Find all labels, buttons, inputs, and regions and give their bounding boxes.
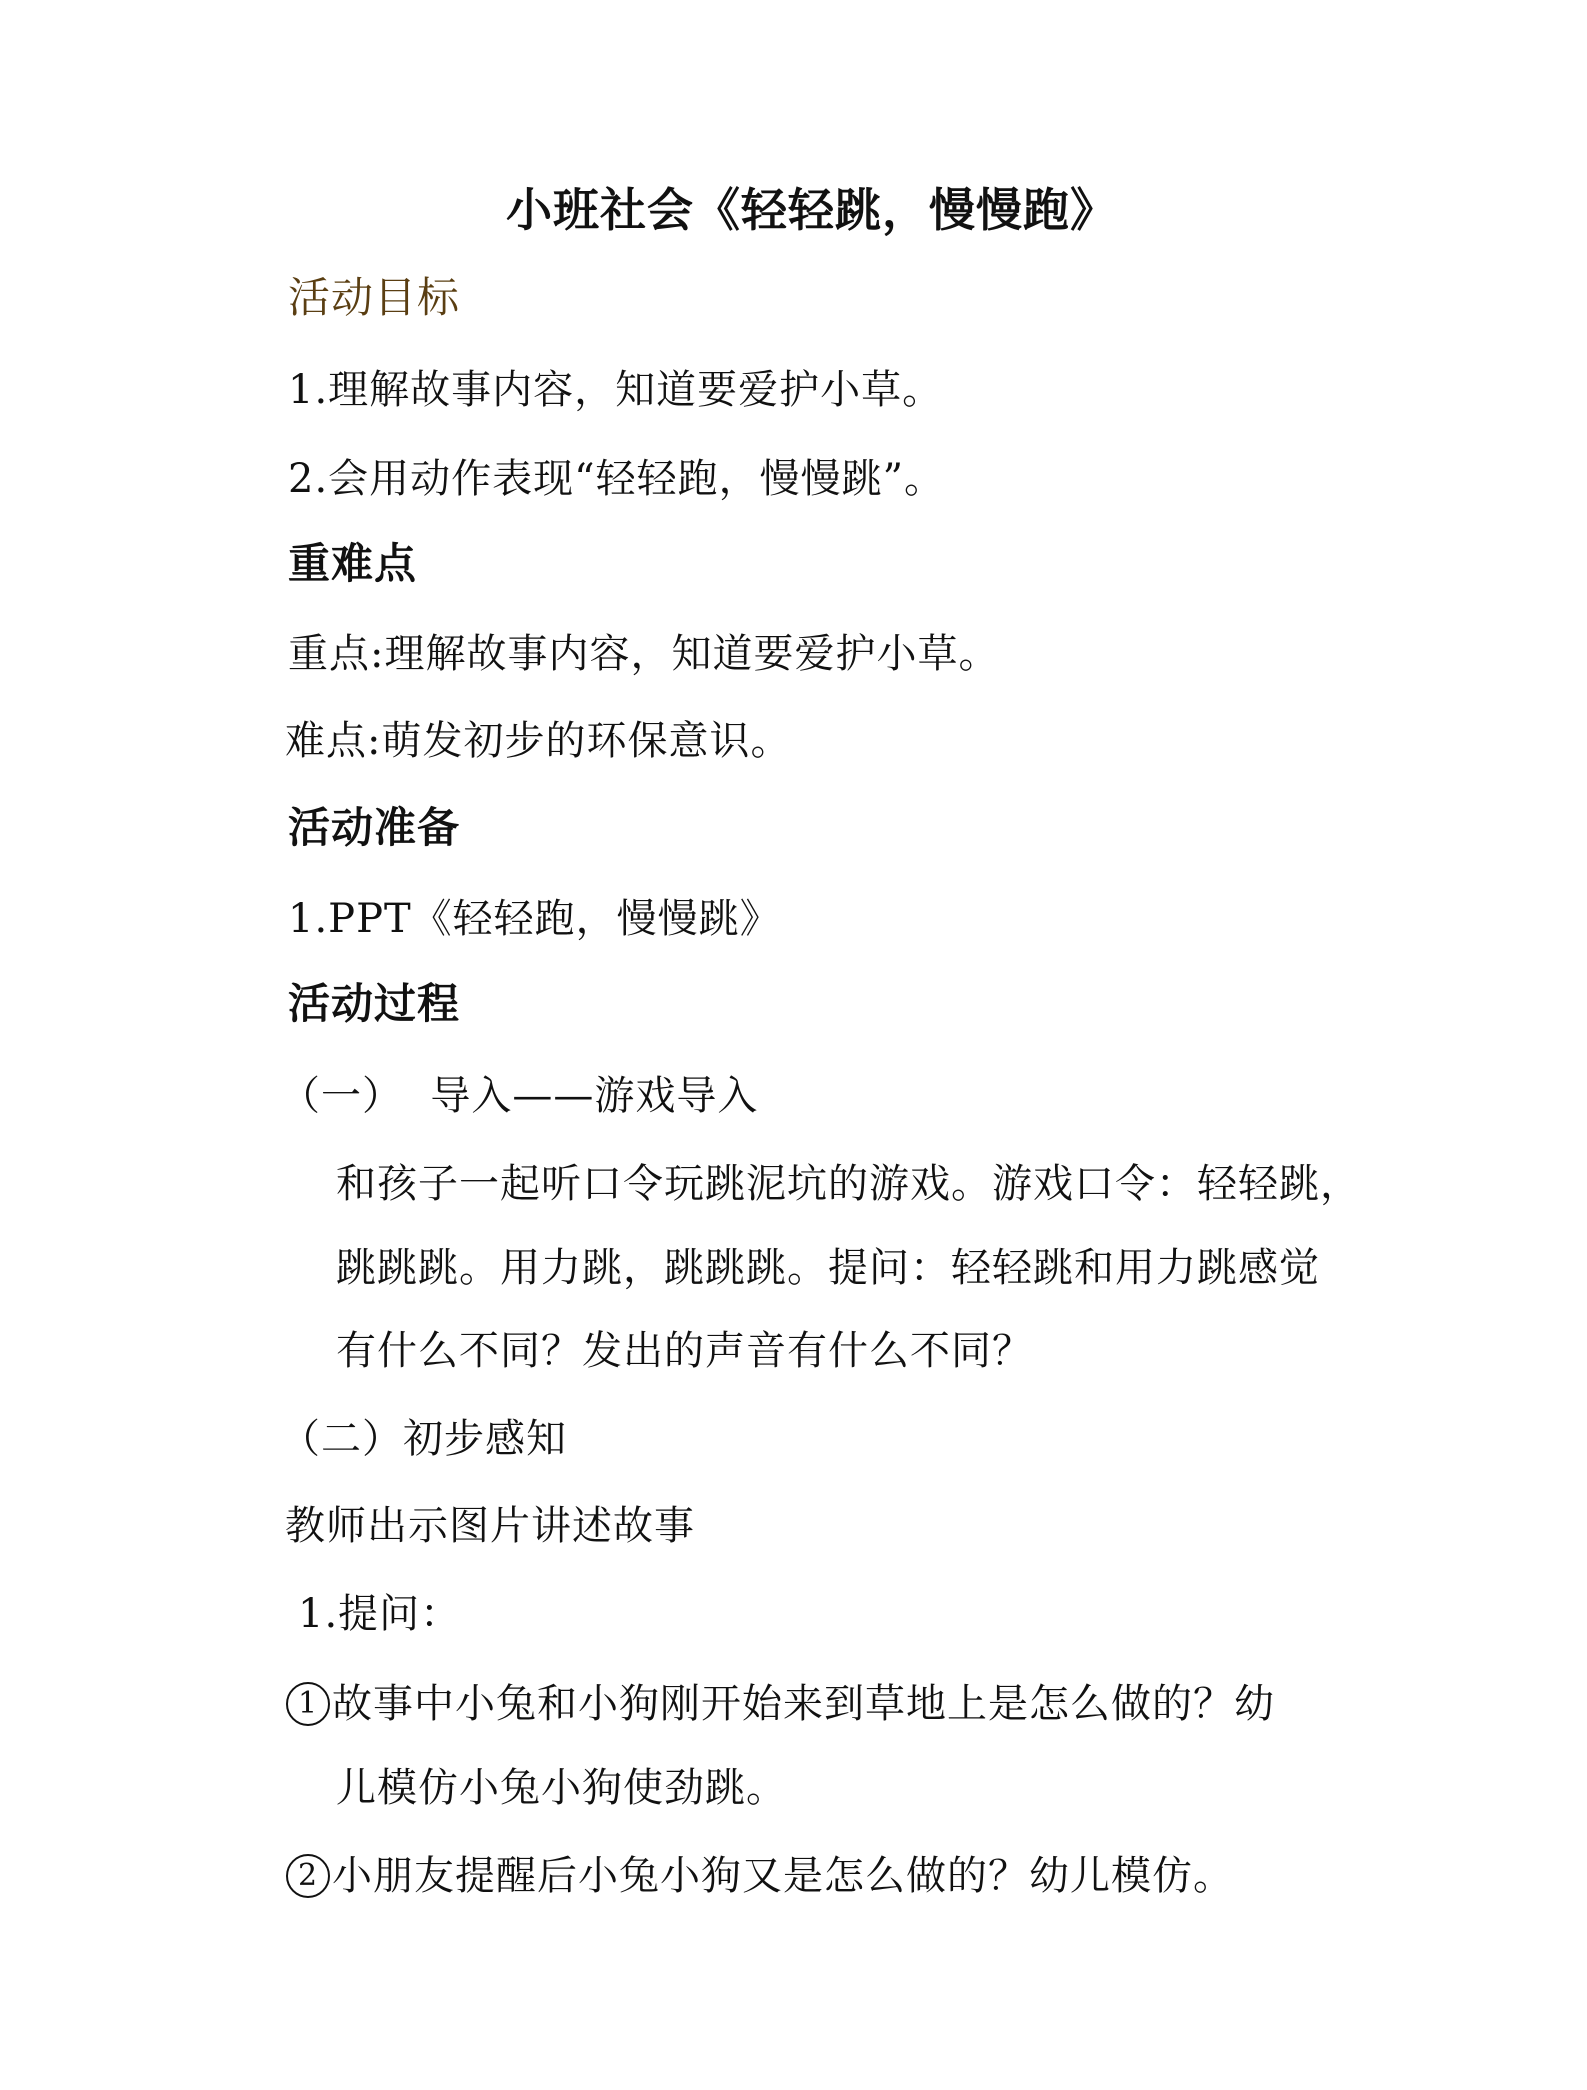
question-1-line-2: 儿模仿小兔小狗使劲跳。 <box>336 1765 787 1811</box>
document-title: 小班社会《轻轻跳，慢慢跑》 <box>506 183 1117 237</box>
goal-item-1: 1.理解故事内容，知道要爱护小草。 <box>288 367 944 413</box>
section-heading-process: 活动过程 <box>288 979 461 1028</box>
question-label: 1.提问： <box>298 1591 462 1637</box>
question-1-text: 故事中小兔和小狗刚开始来到草地上是怎么做的？幼 <box>332 1681 1275 1727</box>
section-heading-goals: 活动目标 <box>288 273 461 322</box>
section-heading-preparation: 活动准备 <box>288 803 461 852</box>
process-part1-line-1: 和孩子一起听口令玩跳泥坑的游戏。游戏口令：轻轻跳， <box>336 1161 1361 1207</box>
process-part1-line-3: 有什么不同？发出的声音有什么不同？ <box>336 1328 1033 1374</box>
circled-number-1: 1 <box>286 1682 330 1726</box>
question-1-line-1 <box>286 1680 1275 1729</box>
preparation-item-1: 1.PPT《轻轻跑，慢慢跳》 <box>288 896 781 942</box>
question-2-text: 小朋友提醒后小兔小狗又是怎么做的？幼儿模仿。 <box>332 1853 1234 1899</box>
process-part2-intro: 教师出示图片讲述故事 <box>285 1503 695 1549</box>
section-heading-key-points: 重难点 <box>288 539 418 588</box>
question-2-line <box>286 1852 1234 1901</box>
process-part2-heading: （二）初步感知 <box>280 1416 567 1462</box>
key-point-item: 重点:理解故事内容，知道要爱护小草。 <box>288 631 1000 677</box>
circled-number-2: 2 <box>286 1854 330 1898</box>
process-part1-line-2: 跳跳跳。用力跳，跳跳跳。提问：轻轻跳和用力跳感觉 <box>336 1245 1320 1291</box>
process-part1-heading: （一） 导入——游戏导入 <box>280 1073 759 1119</box>
goal-item-2: 2.会用动作表现“轻轻跑，慢慢跳”。 <box>288 456 946 502</box>
difficulty-item: 难点:萌发初步的环保意识。 <box>285 718 792 764</box>
